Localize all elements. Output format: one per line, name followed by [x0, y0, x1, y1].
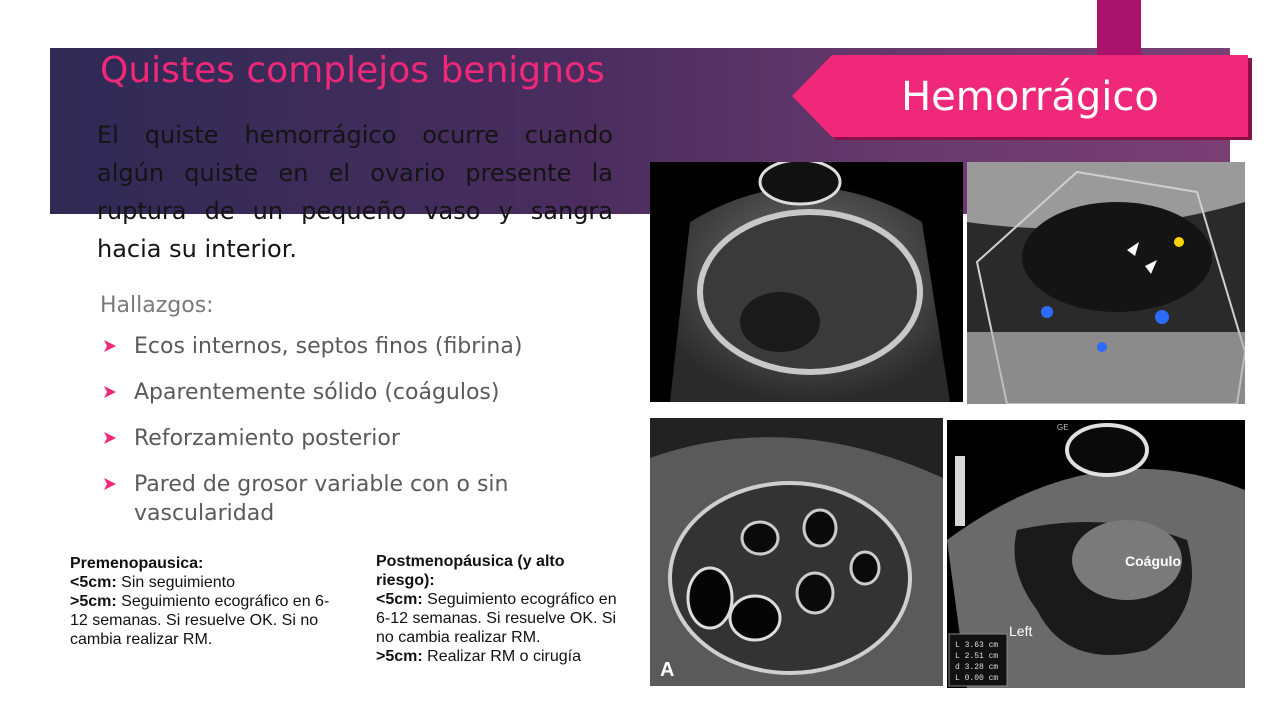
ultrasound-image-4	[947, 420, 1245, 688]
section-tag-label: Hemorrágico	[901, 74, 1159, 120]
measurement-1: L 3.63 cm	[955, 641, 999, 650]
premenopausal-heading: Premenopausica:	[70, 555, 204, 572]
arrowhead-bullet-icon	[104, 478, 116, 490]
ultrasound-graphic	[947, 420, 1245, 688]
gt5-label: >5cm:	[70, 593, 117, 610]
list-item	[100, 470, 640, 528]
measurement-2: L 2.51 cm	[955, 652, 999, 661]
intro-paragraph: El quiste hemorrágico ocurre cuando algún quiste en el ovario presente la ruptura de un pequeño vaso y sangra hacia su interior.	[97, 121, 613, 263]
brand-mark: GE	[1057, 423, 1069, 432]
premenopausal-box	[70, 554, 340, 649]
finding-text: Ecos internos, septos finos (fibrina)	[134, 334, 523, 359]
gt5-label: >5cm:	[376, 648, 423, 665]
list-item	[100, 424, 640, 453]
arrowhead-bullet-icon	[104, 386, 116, 398]
arrowhead-bullet-icon	[104, 340, 116, 352]
findings-heading: Hallazgos:	[100, 293, 214, 318]
slide-title: Quistes complejos benignos	[100, 50, 605, 91]
finding-text: Pared de grosor variable con o sin vascularidad	[134, 472, 509, 526]
panel-letter: A	[660, 659, 675, 681]
list-item	[100, 332, 640, 361]
postmenopausal-heading: Postmenopáusica (y alto riesgo):	[376, 553, 565, 589]
ultrasound-image-2	[967, 162, 1245, 404]
decorative-bar	[1097, 0, 1141, 58]
lt5-label: <5cm:	[70, 574, 117, 591]
lt5-text: Seguimiento ecográfico en 6-12 semanas. Si resuelve OK. Si no cambia realizar RM.	[376, 591, 617, 646]
lt5-label: <5cm:	[376, 591, 423, 608]
lt5-text: Sin seguimiento	[116, 574, 235, 591]
finding-text: Reforzamiento posterior	[134, 426, 400, 451]
gt5-text: Seguimiento ecográfico en 6-12 semanas. Si resuelve OK. Si no cambia realizar RM.	[70, 593, 330, 648]
finding-text: Aparentemente sólido (coágulos)	[134, 380, 500, 405]
left-label: Left	[1009, 623, 1033, 639]
measurement-4: L 0.00 cm	[955, 674, 999, 683]
findings-list	[100, 332, 640, 545]
ultrasound-image-3	[650, 418, 943, 686]
ultrasound-graphic	[650, 418, 943, 686]
measurement-3: d 3.28 cm	[955, 663, 999, 672]
ultrasound-graphic	[650, 162, 963, 402]
ultrasound-image-1	[650, 162, 963, 402]
gt5-text: Realizar RM o cirugía	[422, 648, 581, 665]
list-item	[100, 378, 640, 407]
ultrasound-graphic	[967, 162, 1245, 404]
arrowhead-bullet-icon	[104, 432, 116, 444]
postmenopausal-box	[376, 552, 626, 666]
clot-label: Coágulo	[1125, 553, 1181, 569]
